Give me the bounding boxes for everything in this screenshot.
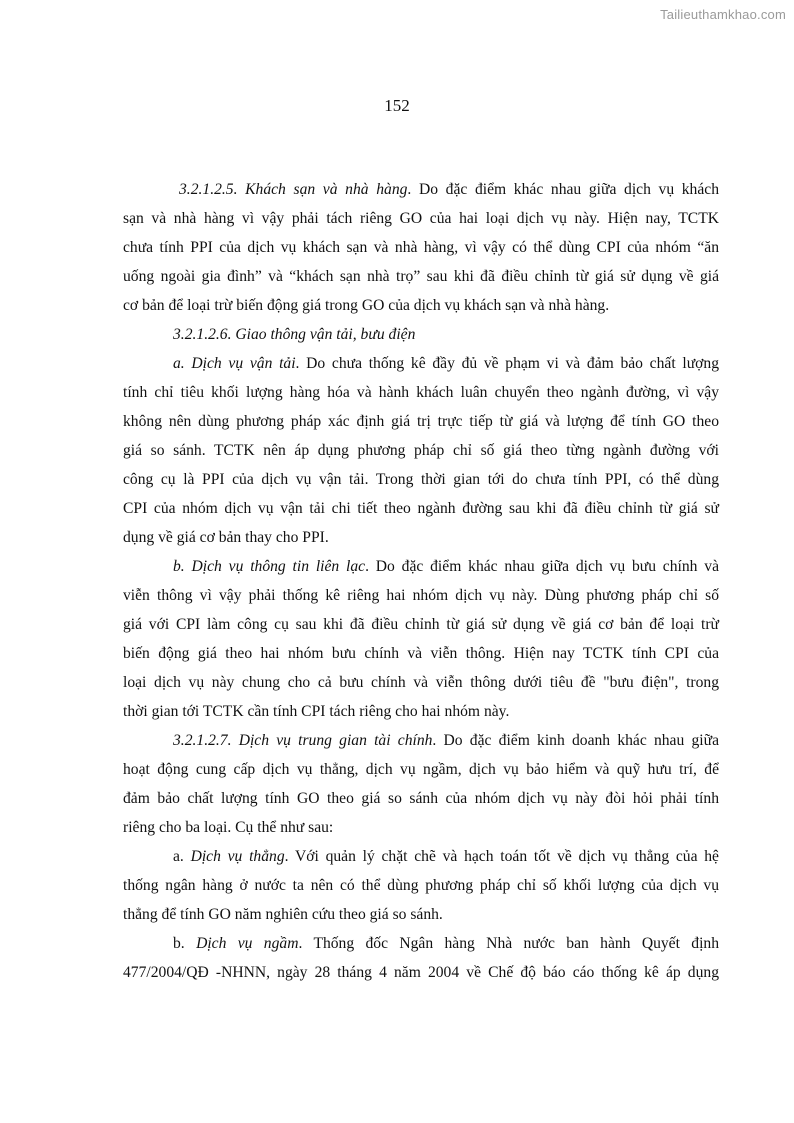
paragraph-line: . Với quản lý chặt chẽ và hạch toán tốt về dịch vụ thẳng của hệ	[284, 848, 719, 865]
section-heading-3-2-1-2-6: 3.2.1.2.6. Giao thông vận tải, bưu điện	[173, 326, 416, 343]
paragraph-line: hoạt động cung cấp dịch vụ thẳng, dịch vụ ngầm, dịch vụ bảo hiểm và quỹ hưu trí, để	[123, 761, 719, 778]
paragraph-line: công cụ là PPI của dịch vụ vận tải. Trong thời gian tới do chưa tính PPI, có thể dùng	[123, 471, 719, 488]
paragraph-line: . Do đặc điểm khác nhau giữa dịch vụ khách	[407, 181, 719, 198]
paragraph-line: . Do chưa thống kê đầy đủ về phạm vi và đảm bảo chất lượng	[295, 355, 719, 372]
paragraph-line: cơ bản để loại trừ biến động giá trong GO của dịch vụ khách sạn và nhà hàng.	[123, 297, 610, 314]
paragraph-line: riêng cho ba loại. Cụ thể như sau:	[123, 819, 334, 836]
paragraph-line: dụng về giá cơ bản thay cho PPI.	[123, 529, 329, 546]
paragraph-line: không nên dùng phương pháp xác định giá trị trực tiếp từ giá và lượng để tính GO theo	[123, 413, 719, 430]
paragraph-indirect-services	[123, 929, 720, 987]
subheading-communications: b. Dịch vụ thông tin liên lạc	[173, 558, 366, 575]
subheading-transport: a. Dịch vụ vận tải	[173, 355, 296, 372]
paragraph-line: giá so sánh. TCTK nên áp dụng phương pháp chỉ số giá theo từng ngành đường với	[123, 442, 719, 459]
paragraph-financial-intermediation	[123, 726, 719, 842]
paragraph-line: chưa tính PPI của dịch vụ khách sạn và nhà hàng, vì vậy có thể dùng CPI của nhóm “ăn	[123, 239, 719, 256]
paragraph-direct-services	[123, 842, 719, 929]
paragraph-line: CPI của nhóm dịch vụ vận tải chi tiết theo ngành đường sau khi đã điều chỉnh từ giá sử	[123, 500, 719, 517]
paragraph-line: viễn thông vì vậy phải thống kê riêng hai nhóm dịch vụ này. Dùng phương pháp chỉ số	[123, 587, 719, 604]
paragraph-line: . Do đặc điểm kinh doanh khác nhau giữa	[432, 732, 719, 749]
paragraph-hotel-restaurant	[123, 175, 719, 320]
paragraph-line: loại dịch vụ này chung cho cả bưu chính và viễn thông dưới tiêu đề "bưu điện", trong	[123, 674, 719, 691]
paragraph-line: . Do đặc điểm khác nhau giữa dịch vụ bưu chính và	[365, 558, 719, 575]
paragraph-transport-heading	[173, 320, 719, 349]
paragraph-line: giá với CPI làm công cụ sau khi đã điều chỉnh từ giá sử dụng về giá cơ bản để loại trừ	[123, 616, 719, 633]
paragraph-line: biến động giá theo hai nhóm bưu chính và viễn thông. Hiện nay TCTK tính CPI của	[123, 645, 719, 662]
subheading-indirect-services: Dịch vụ ngầm	[196, 935, 299, 952]
paragraph-line: đảm bảo chất lượng tính GO theo giá so sánh của nhóm dịch vụ này đòi hỏi phải tính	[123, 790, 719, 807]
subheading-direct-services: Dịch vụ thẳng	[190, 848, 285, 865]
paragraph-line: tính chỉ tiêu khối lượng hàng hóa và hành khách luân chuyển theo ngành đường, vì vậy	[123, 384, 719, 401]
paragraph-line: thẳng để tính GO năm nghiên cứu theo giá so sánh.	[123, 906, 443, 923]
paragraph-line: sạn và nhà hàng vì vậy phải tách riêng GO của hai loại dịch vụ này. Hiện nay, TCTK	[123, 210, 719, 227]
paragraph-line: 477/2004/QĐ -NHNN, ngày 28 tháng 4 năm 2004 về Chế độ báo cáo thống kê áp dụng	[123, 964, 719, 981]
paragraph-line: thống ngân hàng ở nước ta nên có thể dùng phương pháp chỉ số khối lượng của dịch vụ	[123, 877, 719, 894]
paragraph-line: . Thống đốc Ngân hàng Nhà nước ban hành Quyết định	[298, 935, 720, 952]
paragraph-transport-services	[123, 349, 719, 552]
list-prefix: b.	[173, 935, 197, 952]
paragraph-communications	[123, 552, 719, 726]
list-prefix: a.	[173, 848, 191, 865]
page-number: 152	[384, 96, 410, 115]
paragraph-line: uống ngoài gia đình” và “khách sạn nhà trọ” sau khi đã điều chỉnh từ giá sử dụng về giá	[123, 268, 719, 285]
section-heading-3-2-1-2-7: 3.2.1.2.7. Dịch vụ trung gian tài chính	[173, 732, 433, 749]
paragraph-line: thời gian tới TCTK cần tính CPI tách riêng cho hai nhóm này.	[123, 703, 510, 720]
section-heading-3-2-1-2-5: 3.2.1.2.5. Khách sạn và nhà hàng	[179, 181, 408, 198]
document-body	[123, 175, 720, 987]
watermark-text: Tailieuthamkhao.com	[660, 7, 786, 22]
